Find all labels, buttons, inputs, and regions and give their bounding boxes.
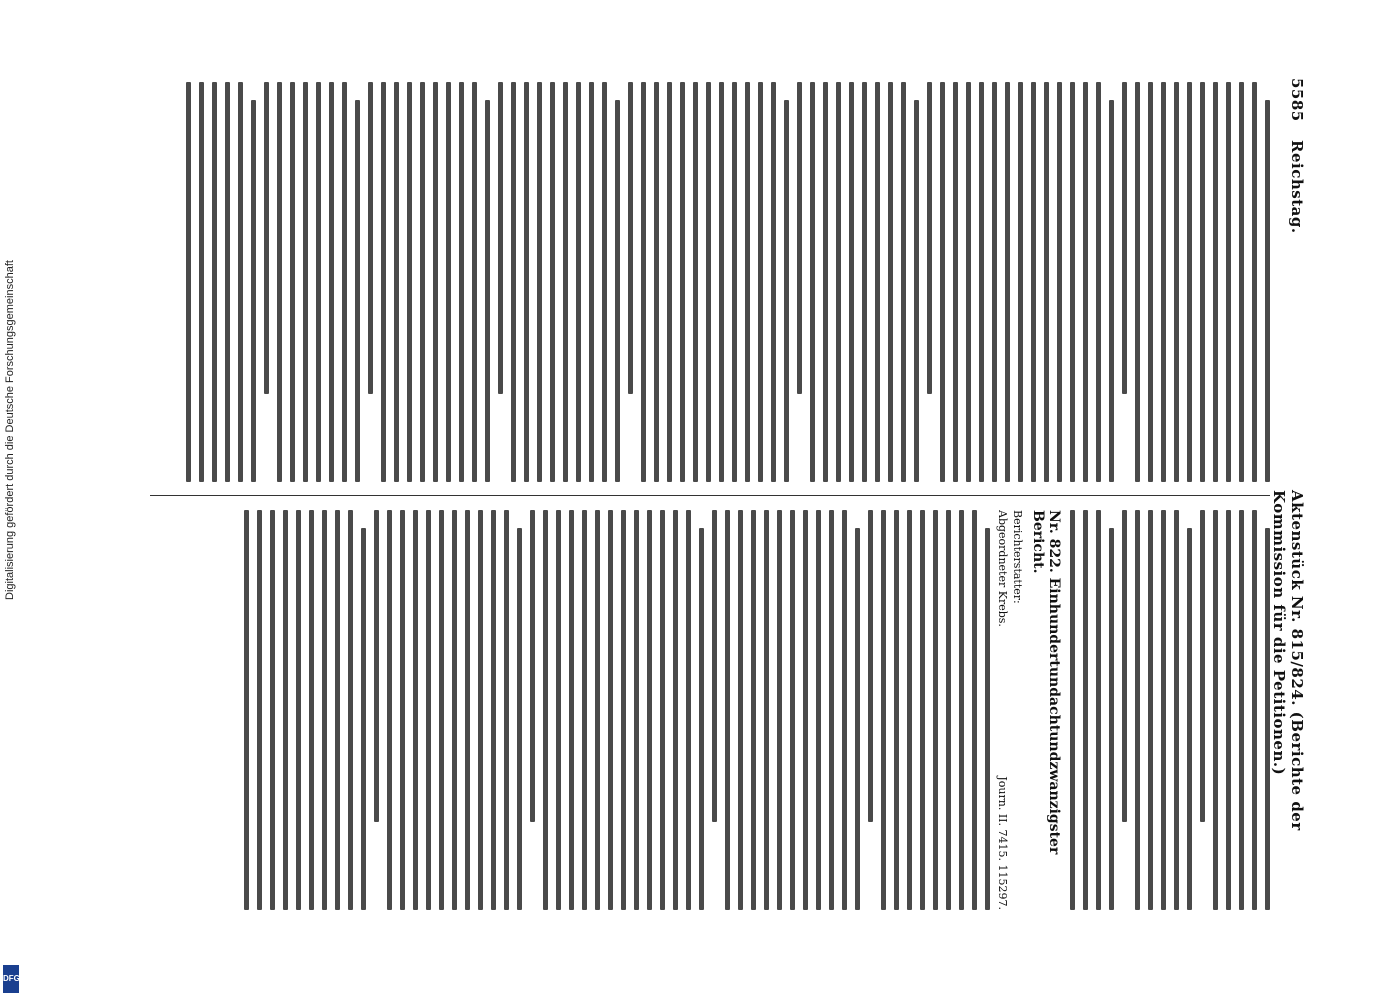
text-line [712, 510, 717, 822]
text-line [478, 510, 483, 910]
text-line [953, 82, 958, 482]
report-meta [1011, 510, 1024, 910]
text-line [270, 510, 275, 910]
text-line [725, 510, 730, 910]
text-line [537, 82, 542, 482]
text-line [426, 510, 431, 910]
text-line [1096, 510, 1101, 910]
text-line [1109, 100, 1114, 482]
text-line [816, 510, 821, 910]
text-line [810, 82, 815, 482]
text-line [296, 510, 301, 910]
text-line [1109, 528, 1114, 910]
text-line [862, 82, 867, 482]
text-line [329, 82, 334, 482]
text-line [901, 82, 906, 482]
text-line [777, 510, 782, 910]
text-line [212, 82, 217, 482]
text-line [1135, 510, 1140, 910]
text-line [485, 100, 490, 482]
text-line [283, 510, 288, 910]
text-line [764, 510, 769, 910]
dfg-logo: DFG [3, 965, 19, 993]
column-divider [150, 495, 1270, 496]
text-line [881, 510, 886, 910]
text-line [875, 82, 880, 482]
text-line [628, 82, 633, 394]
text-line [1187, 528, 1192, 910]
text-line [459, 82, 464, 482]
text-line [589, 82, 594, 482]
text-line [277, 82, 282, 482]
text-line [1187, 82, 1192, 482]
text-line [1005, 82, 1010, 482]
text-line [1200, 82, 1205, 482]
text-line [1174, 82, 1179, 482]
text-line [413, 510, 418, 910]
text-line [751, 510, 756, 910]
text-line [608, 510, 613, 910]
text-line [641, 82, 646, 482]
text-line [940, 82, 945, 482]
text-line [732, 82, 737, 482]
text-line [979, 82, 984, 482]
text-line [439, 510, 444, 910]
text-line [933, 510, 938, 910]
text-line [1239, 510, 1244, 910]
text-line [985, 528, 990, 910]
text-line [1265, 100, 1270, 482]
text-line [907, 510, 912, 910]
text-line [1213, 82, 1218, 482]
text-line [1213, 510, 1218, 910]
text-line [654, 82, 659, 482]
text-line [517, 528, 522, 910]
text-line [491, 510, 496, 910]
text-line [316, 82, 321, 482]
text-line [673, 510, 678, 910]
text-line [335, 510, 340, 910]
text-line [225, 82, 230, 482]
text-line [803, 510, 808, 910]
text-line [381, 82, 386, 482]
text-line [348, 510, 353, 910]
text-line [1148, 82, 1153, 482]
text-line [758, 82, 763, 482]
text-line [407, 82, 412, 482]
text-line [1252, 510, 1257, 910]
report-heading: Nr. 822. Einhundertundachtundzwanzigster Bericht. [1030, 510, 1062, 855]
rotated-page [100, 70, 1310, 940]
text-line [420, 82, 425, 482]
text-line [1135, 82, 1140, 482]
text-line [550, 82, 555, 482]
sidebar-attribution [0, 0, 22, 1000]
header-right: Aktenstück Nr. 815/824. (Berichte der Kommission für die Petitionen.) [1270, 490, 1306, 831]
text-line [699, 528, 704, 910]
text-line [472, 82, 477, 482]
text-line [1148, 510, 1153, 910]
column-left [136, 82, 1276, 482]
text-line [368, 82, 373, 394]
text-line [576, 82, 581, 482]
text-line [569, 510, 574, 910]
text-line [888, 82, 893, 482]
text-line [1070, 510, 1075, 910]
text-line [394, 82, 399, 482]
text-line [1018, 82, 1023, 482]
text-line [927, 82, 932, 394]
text-line [686, 510, 691, 910]
text-line [842, 510, 847, 910]
text-line [602, 82, 607, 482]
text-line [244, 510, 249, 910]
text-line [186, 82, 191, 482]
text-line [309, 510, 314, 910]
text-line [465, 510, 470, 910]
berichterstatter-name: Abgeordneter Krebs. [996, 510, 1009, 627]
text-line [504, 510, 509, 910]
text-line [621, 510, 626, 910]
text-line [738, 510, 743, 910]
text-line [582, 510, 587, 910]
text-line [199, 82, 204, 482]
text-line [342, 82, 347, 482]
text-line [251, 100, 256, 482]
text-line [264, 82, 269, 394]
text-line [680, 82, 685, 482]
text-line [1161, 82, 1166, 482]
text-lines-left [186, 82, 1270, 482]
text-line [1265, 528, 1270, 910]
text-line [1044, 82, 1049, 482]
text-line [433, 82, 438, 482]
text-line [238, 82, 243, 482]
text-line [966, 82, 971, 482]
text-line [914, 100, 919, 482]
page-number: 5585 [1288, 78, 1306, 122]
text-line [355, 100, 360, 482]
column-right [136, 510, 1276, 910]
text-line [1122, 82, 1127, 394]
text-lines-right-top [1070, 510, 1270, 910]
text-line [667, 82, 672, 482]
text-line [849, 82, 854, 482]
text-line [829, 510, 834, 910]
text-line [322, 510, 327, 910]
text-line [647, 510, 652, 910]
text-line [992, 82, 997, 482]
text-line [1122, 510, 1127, 822]
text-line [452, 510, 457, 910]
text-line [524, 82, 529, 482]
text-line [771, 82, 776, 482]
text-line [1083, 510, 1088, 910]
text-line [823, 82, 828, 482]
text-line [634, 510, 639, 910]
text-line [543, 510, 548, 910]
text-line [1226, 82, 1231, 482]
text-line [361, 528, 366, 910]
text-line [959, 510, 964, 910]
text-line [920, 510, 925, 910]
text-line [693, 82, 698, 482]
text-line [745, 82, 750, 482]
text-line [400, 510, 405, 910]
text-line [498, 82, 503, 394]
text-line [1161, 510, 1166, 910]
text-line [719, 82, 724, 482]
text-line [894, 510, 899, 910]
text-line [615, 100, 620, 482]
text-line [836, 82, 841, 482]
text-line [1096, 82, 1101, 482]
text-line [556, 510, 561, 910]
text-line [706, 82, 711, 482]
text-line [530, 510, 535, 822]
journal-ref: Journ. II. 7415. 115297. [996, 776, 1009, 910]
text-line [1200, 510, 1205, 822]
text-line [1070, 82, 1075, 482]
text-line [1083, 82, 1088, 482]
text-line [660, 510, 665, 910]
text-line [972, 510, 977, 910]
text-line [511, 82, 516, 482]
text-line [790, 510, 795, 910]
text-line [1252, 82, 1257, 482]
text-line [595, 510, 600, 910]
text-line [1174, 510, 1179, 910]
berichterstatter-label: Berichterstatter: [1011, 510, 1024, 604]
page-header [1270, 70, 1310, 940]
text-line [563, 82, 568, 482]
text-line [1239, 82, 1244, 482]
text-line [446, 82, 451, 482]
text-line [1031, 82, 1036, 482]
text-line [374, 510, 379, 822]
text-line [257, 510, 262, 910]
text-line [303, 82, 308, 482]
text-line [855, 528, 860, 910]
text-line [868, 510, 873, 822]
text-line [784, 100, 789, 482]
header-left: Reichstag. [1288, 140, 1306, 234]
text-line [797, 82, 802, 394]
text-line [1057, 82, 1062, 482]
text-lines-right-bottom [244, 510, 990, 910]
attribution-text: Digitalisierung gefördert durch die Deutsche Forschungsgemeinschaft [4, 260, 16, 600]
text-line [946, 510, 951, 910]
text-line [290, 82, 295, 482]
text-line [387, 510, 392, 910]
report-meta-2 [996, 510, 1009, 910]
text-line [1226, 510, 1231, 910]
